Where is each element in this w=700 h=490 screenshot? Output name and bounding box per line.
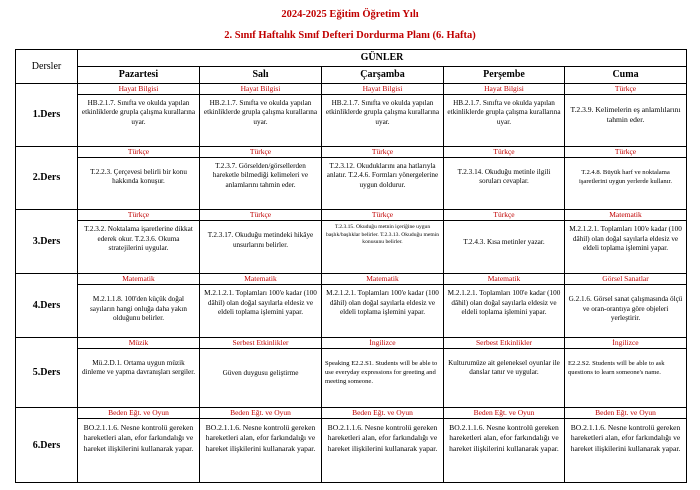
dersler-header: Dersler xyxy=(16,50,78,84)
lesson-cell xyxy=(444,274,565,337)
lesson-row-5 xyxy=(16,337,687,408)
objective-text: Mü.2.D.1. Ortama uygun müzik dinleme ve yapma davranışları sergiler. xyxy=(81,358,196,376)
objective-text: T.2.3.2. Noktalama işaretlerine dikkat ederek okur. T.2.3.6. Okuma stratejilerini uygular. xyxy=(84,225,193,252)
document-subtitle: 2. Sınıf Haftalık Sınıf Defteri Dordurma Planı (6. Hafta) xyxy=(224,30,476,41)
objective-text: BO.2.1.1.6. Nesne kontrolü gereken hareketleri alan, efor farkındalığı ve hareket ilişkilerini kullanarak yapar. xyxy=(570,423,681,453)
subject-label: Hayat Bilgisi xyxy=(322,84,443,95)
subject-label: Türkçe xyxy=(444,147,564,158)
subject-label: Türkçe xyxy=(444,210,564,221)
objective-text: BO.2.1.1.6. Nesne kontrolü gereken hareketleri alan, efor farkındalığı ve hareket ilişkilerini kullanarak yapar. xyxy=(327,423,438,453)
objective-text: Speaking E2.2.S1. Students will be able to use everyday expressions for greeting and meeting someone. xyxy=(325,359,438,385)
lesson-row-4 xyxy=(16,274,687,337)
objective-text: T.2.3.17. Okuduğu metindeki hikâye unsurlarını belirler. xyxy=(207,231,314,249)
subject-label: Türkçe xyxy=(78,210,199,221)
objective-text: T.2.3.7. Görselden/görsellerden hareketle bilmediği kelimeleri ve anlamlarını tahmin eder. xyxy=(212,161,309,189)
lesson-cell xyxy=(78,146,200,209)
day-header-friday: Cuma xyxy=(565,66,687,83)
subject-label: Türkçe xyxy=(322,210,443,221)
lesson-cell xyxy=(322,210,444,274)
lesson-cell xyxy=(78,337,200,408)
lesson-cell xyxy=(565,408,687,483)
objective-text: M.2.1.2.1. Toplamları 100'e kadar (100 dâhil) olan doğal sayılarla eldesiz ve eldeli toplama işlemini yapar. xyxy=(447,289,561,317)
lesson-row-3 xyxy=(16,210,687,274)
lesson-label: 3.Ders xyxy=(16,210,78,274)
day-header-wednesday: Çarşamba xyxy=(322,66,444,83)
lesson-cell xyxy=(78,408,200,483)
subject-label: Hayat Bilgisi xyxy=(78,84,199,95)
lesson-cell xyxy=(322,146,444,209)
lesson-cell xyxy=(78,210,200,274)
lesson-cell xyxy=(78,274,200,337)
lesson-cell xyxy=(565,83,687,146)
subject-label: Türkçe xyxy=(565,147,686,158)
lesson-label: 2.Ders xyxy=(16,146,78,209)
subject-label: Beden Eğt. ve Oyun xyxy=(565,408,686,419)
subject-label: Matematik xyxy=(322,274,443,285)
objective-text: T.2.3.12. Okuduklarını ana hatlarıyla anlatır. T.2.4.6. Formları yönergelerine uygun doldurur. xyxy=(326,161,439,189)
lesson-row-6 xyxy=(16,408,687,483)
objective-text: T.2.4.3. Kısa metinler yazar. xyxy=(463,238,545,247)
lesson-row-1 xyxy=(16,83,687,146)
subject-label: Beden Eğt. ve Oyun xyxy=(322,408,443,419)
objective-text: BO.2.1.1.6. Nesne kontrolü gereken hareketleri alan, efor farkındalığı ve hareket ilişkilerini kullanarak yapar. xyxy=(449,423,559,453)
objective-text: Kulturumüze ait geleneksel oyunlar ile danslar tanır ve uygular. xyxy=(448,358,560,376)
lesson-cell xyxy=(200,408,322,483)
objective-text: M.2.1.2.1. Toplamları 100'e kadar (100 dâhil) olan doğal sayılarla eldesiz ve eldeli toplama işlemini yapar. xyxy=(326,289,439,317)
objective-text: BO.2.1.1.6. Nesne kontrolü gereken hareketleri alan, efor farkındalığı ve hareket ilişkilerini kullanarak yapar. xyxy=(205,423,316,453)
objective-text: HB.2.1.7. Sınıfta ve okulda yapılan etkinliklerde grupla çalışma kurallarına uyar. xyxy=(447,98,561,126)
objective-text: T.2.3.9. Kelimelerin eş anlamlılarını tahmin eder. xyxy=(570,104,681,124)
objective-text: G.2.1.6. Görsel sanat çalışmasında ölçü ve oran-orantıya göre objeleri yerleştirir. xyxy=(568,295,683,323)
subject-label: Türkçe xyxy=(200,147,321,158)
objective-text: HB.2.1.7. Sınıfta ve okulda yapılan etkinliklerde grupla çalışma kurallarına uyar. xyxy=(81,98,196,126)
objective-text: BO.2.1.1.6. Nesne kontrolü gereken hareketleri alan, efor farkındalığı ve hareket ilişkilerini kullanarak yapar. xyxy=(83,423,194,453)
objective-text: E2.2.S2. Students will be able to ask questions to learn someone's name. xyxy=(568,359,665,376)
subject-label: Müzik xyxy=(78,338,199,349)
lesson-cell xyxy=(444,408,565,483)
objective-text: HB.2.1.7. Sınıfta ve okulda yapılan etkinliklerde grupla çalışma kurallarına uyar. xyxy=(203,98,318,126)
lesson-cell xyxy=(565,210,687,274)
objective-text: T.2.2.3. Çerçevesi belirli bir konu hakkında konuşur. xyxy=(90,167,187,186)
subject-label: Beden Eğt. ve Oyun xyxy=(200,408,321,419)
lesson-cell xyxy=(322,83,444,146)
lesson-cell xyxy=(565,274,687,337)
lesson-cell xyxy=(200,83,322,146)
subject-label: Hayat Bilgisi xyxy=(200,84,321,95)
objective-text: T.2.3.15. Okuduğu metnin içeriğine uygun başlık/başlıklar belirler. T.2.3.13. Okuduğu metnin konusunu belirler. xyxy=(325,224,440,246)
subject-label: Görsel Sanatlar xyxy=(565,274,686,285)
subject-label: Türkçe xyxy=(78,147,199,158)
lesson-cell xyxy=(200,210,322,274)
objective-text: T.2.4.8. Büyük harf ve noktalama işaretlerini uygun yerlerde kullanır. xyxy=(579,168,673,185)
lesson-cell xyxy=(444,337,565,408)
lesson-cell xyxy=(444,83,565,146)
objective-text: HB.2.1.7. Sınıfta ve okulda yapılan etkinliklerde grupla çalışma kurallarına uyar. xyxy=(325,98,440,126)
objective-text: M.2.1.2.1. Toplamları 100'e kadar (100 dâhil) olan doğal sayılarla eldesiz ve eldeli toplama işlemini yapar. xyxy=(204,289,317,317)
lesson-cell xyxy=(565,146,687,209)
document-title: 2024-2025 Eğitim Öğretim Yılı xyxy=(281,9,419,20)
lesson-cell xyxy=(565,337,687,408)
objective-text: T.2.3.14. Okuduğu metinle ilgili soruları cevaplar. xyxy=(457,167,551,186)
subject-label: Serbest Etkinlikler xyxy=(200,338,321,349)
lesson-label: 6.Ders xyxy=(16,408,78,483)
subject-label: İngilizce xyxy=(322,338,443,349)
gunler-header: GÜNLER xyxy=(78,50,687,67)
subject-label: Hayat Bilgisi xyxy=(444,84,564,95)
subject-label: Beden Eğt. ve Oyun xyxy=(78,408,199,419)
subject-label: Türkçe xyxy=(565,84,686,95)
lesson-cell xyxy=(200,274,322,337)
lesson-cell xyxy=(200,337,322,408)
objective-text: M.2.1.2.1. Toplamları 100'e kadar (100 dâhil) olan doğal sayılarla eldesiz ve eldeli toplama işlemini yapar. xyxy=(569,225,682,252)
subject-label: Türkçe xyxy=(200,210,321,221)
objective-text: M.2.1.1.8. 100'den küçük doğal sayıların hangi onluğa daha yakın olduğunu belirler. xyxy=(89,295,187,323)
lesson-cell xyxy=(322,274,444,337)
subject-label: Matematik xyxy=(200,274,321,285)
lesson-cell xyxy=(322,408,444,483)
lesson-label: 4.Ders xyxy=(16,274,78,337)
subject-label: Matematik xyxy=(444,274,564,285)
day-header-tuesday: Salı xyxy=(200,66,322,83)
weekly-plan-table xyxy=(15,49,687,483)
subject-label: Matematik xyxy=(78,274,199,285)
lesson-label: 1.Ders xyxy=(16,83,78,146)
lesson-label: 5.Ders xyxy=(16,337,78,408)
subject-label: Matematik xyxy=(565,210,686,221)
subject-label: Beden Eğt. ve Oyun xyxy=(444,408,564,419)
lesson-cell xyxy=(78,83,200,146)
day-header-monday: Pazartesi xyxy=(78,66,200,83)
lesson-cell xyxy=(200,146,322,209)
lesson-cell xyxy=(322,337,444,408)
lesson-cell xyxy=(444,210,565,274)
subject-label: Türkçe xyxy=(322,147,443,158)
objective-text: Güven duygusu geliştirme xyxy=(222,368,299,377)
subject-label: Serbest Etkinlikler xyxy=(444,338,564,349)
lesson-cell xyxy=(444,146,565,209)
day-header-thursday: Perşembe xyxy=(444,66,565,83)
lesson-row-2 xyxy=(16,146,687,209)
subject-label: İngilizce xyxy=(565,338,686,349)
